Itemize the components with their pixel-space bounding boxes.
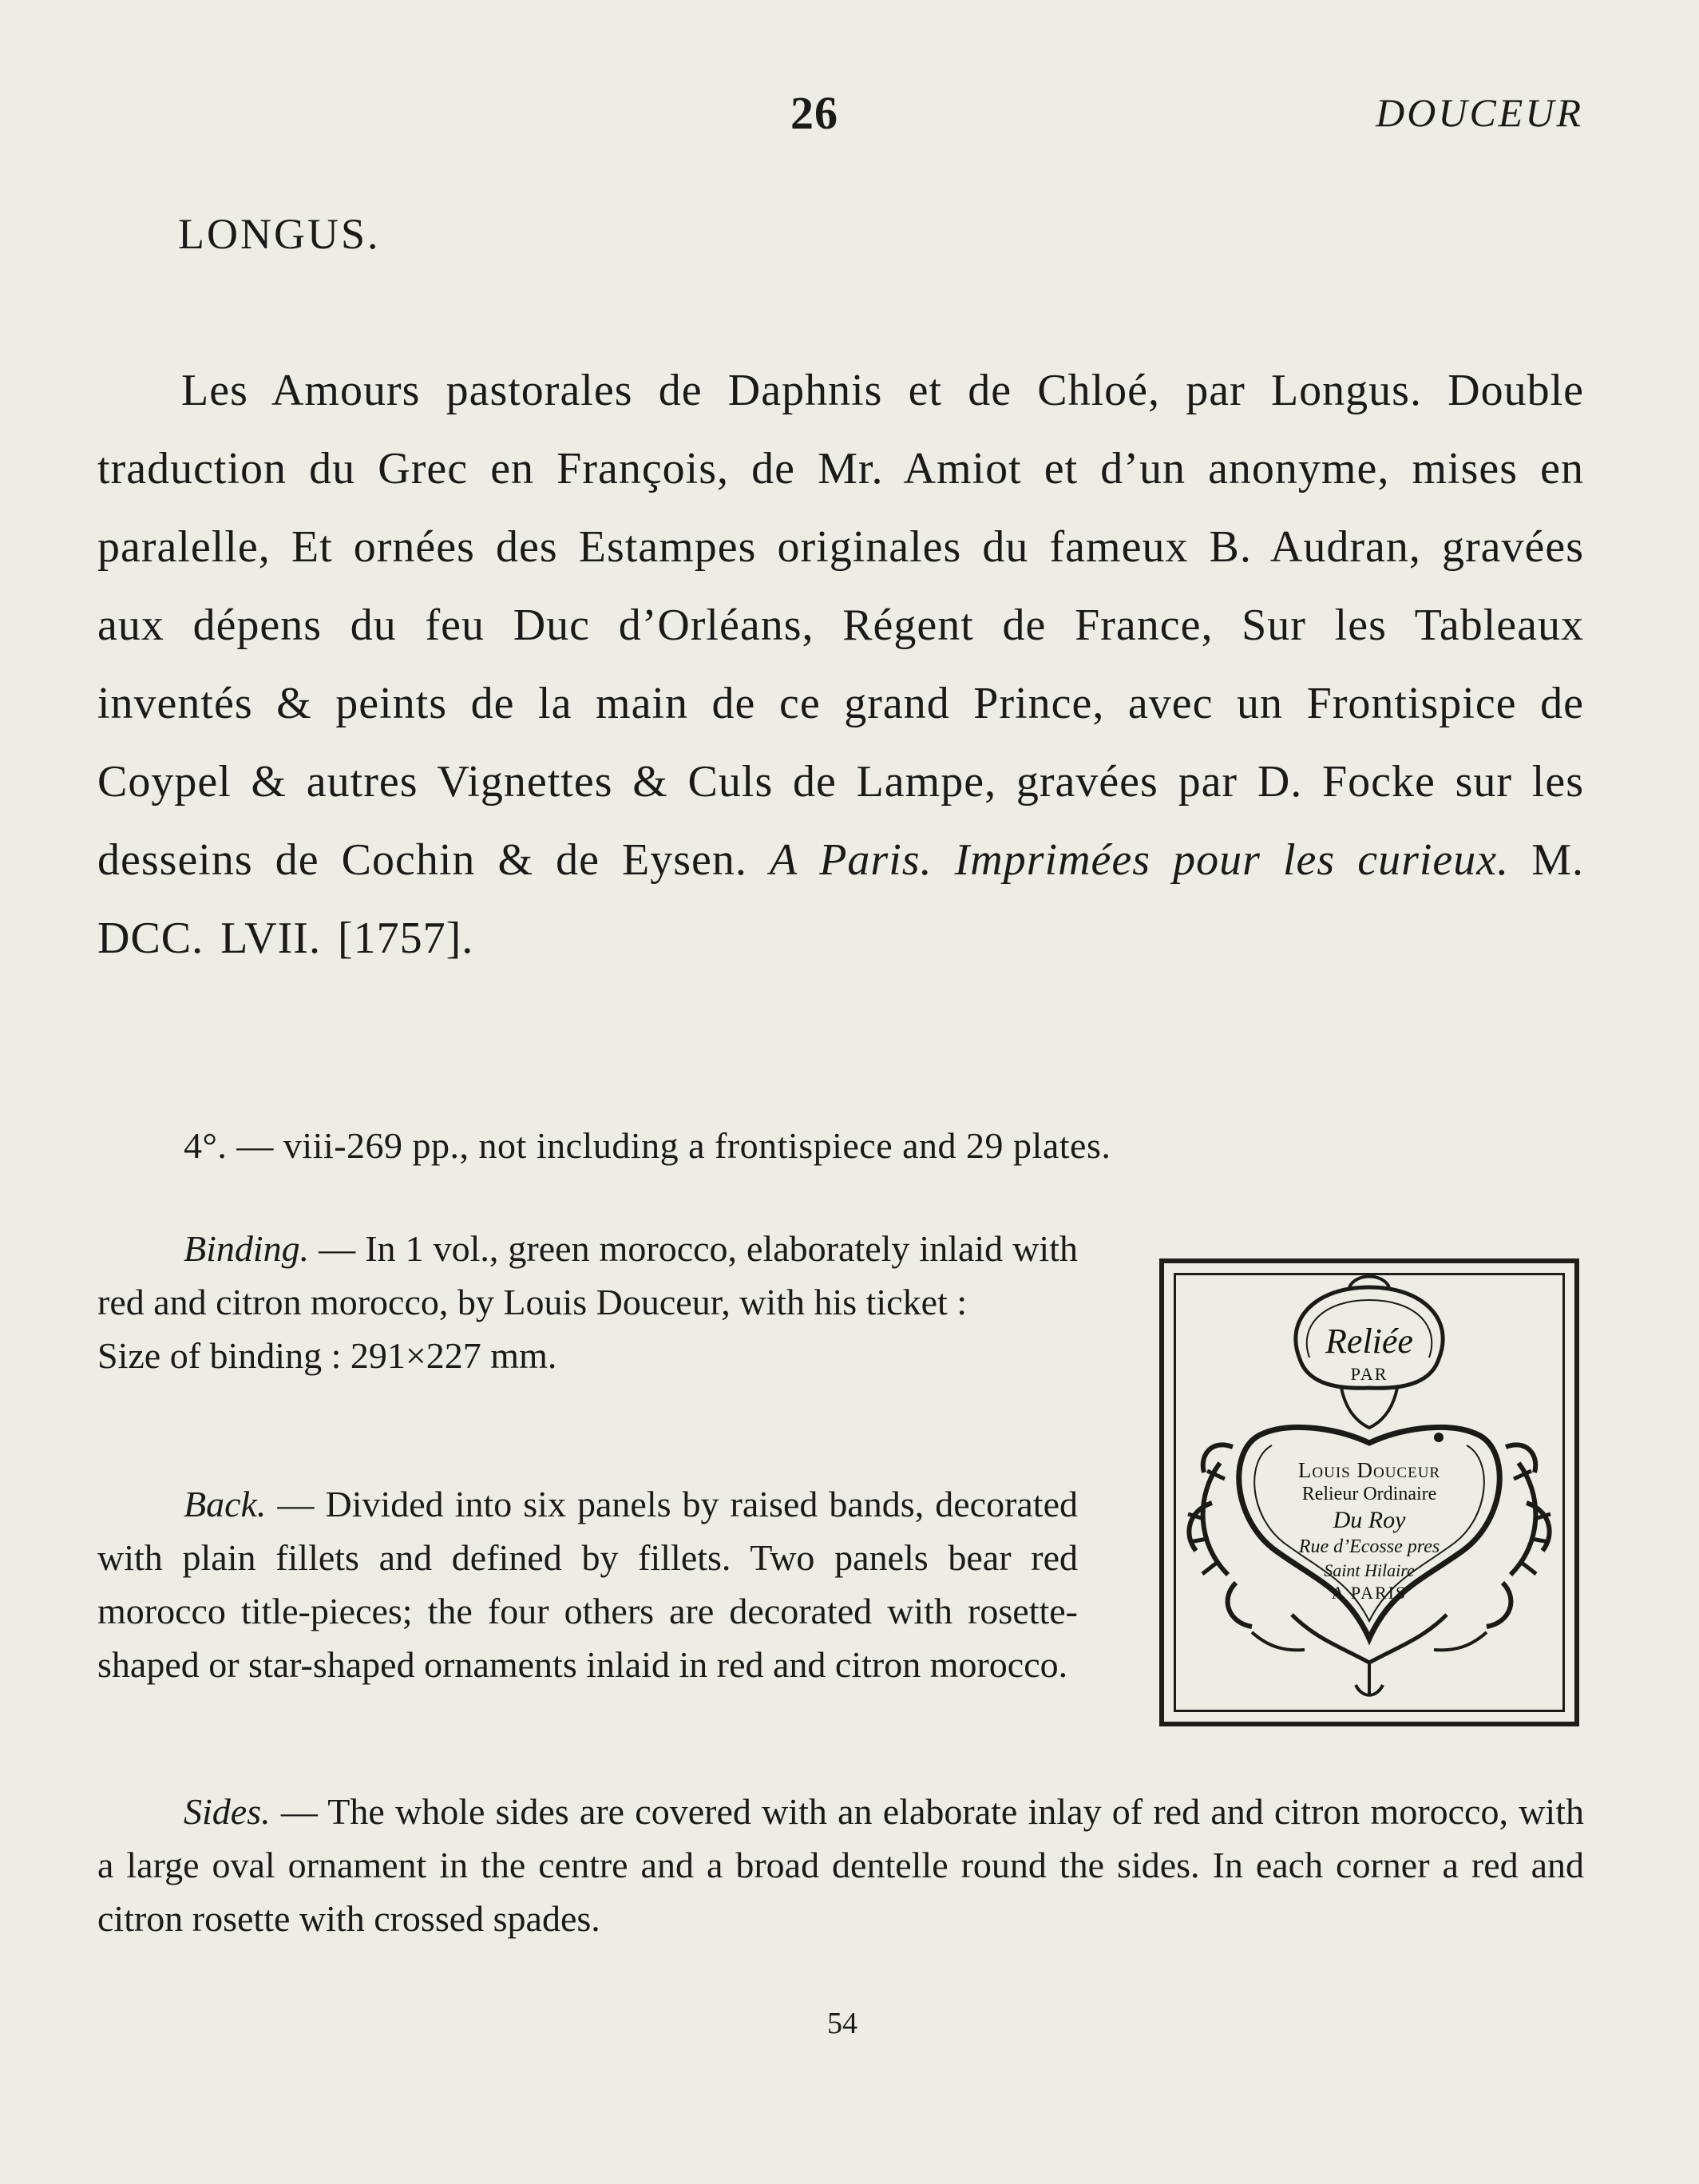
ticket-role: Relieur Ordinaire <box>1301 1484 1437 1504</box>
back-text: — Divided into six panels by raised bands, decorated with plain fillets and defined by fillets. Two panels bear red morocco title-pieces; the four others are decorated with rosette-shaped or star-shaped ornaments inlaid in red and citron morocco. <box>97 1484 1078 1685</box>
ticket-city: A PARIS <box>1331 1583 1408 1603</box>
page-number: 54 <box>827 2007 857 2040</box>
binding-paragraph <box>97 1222 1078 1329</box>
binding-text: — In 1 vol., green morocco, elaborately inlaid with red and citron morocco, by Louis Douceur, with his ticket : <box>97 1228 1078 1322</box>
binding-label: Binding. <box>184 1228 310 1269</box>
ticket-du-roy: Du Roy <box>1333 1507 1406 1533</box>
back-label: Back. <box>184 1484 267 1524</box>
title-text: Les Amours pastorales de Daphnis et de Chloé, par Longus. Double traduction du Grec en François, de Mr. Amiot et d’un anonyme, mises en paralelle, Et ornées des Estampes originales du fameux B. Audran, gravées aux dépens du feu Duc d’Orléans, Régent de France, Sur les Tableaux inventés & peints de la main de ce grand Prince, avec un Frontispice de Coypel & autres Vignettes & Culs de Lampe, gravées par D. Focke sur les desseins de Cochin & de Eysen. <box>97 366 1584 885</box>
sides-text: — The whole sides are covered with an elaborate inlay of red and citron morocco, with a large oval ornament in the centre and a broad dentelle round the sides. In each corner a red and citron rosette with crossed spades. <box>97 1791 1584 1939</box>
ticket-reliee: Reliée <box>1325 1322 1413 1361</box>
ticket-par: PAR <box>1350 1364 1388 1384</box>
ticket-saint: Saint Hilaire <box>1324 1560 1415 1580</box>
sides-section <box>97 1785 1584 1945</box>
title-description <box>97 351 1584 977</box>
sides-label: Sides. <box>184 1791 271 1832</box>
ticket-street: Rue d’Ecosse pres <box>1298 1536 1440 1557</box>
collation: 4°. — viii-269 pp., not including a frontispiece and 29 plates. <box>184 1125 1111 1166</box>
imprint: A Paris. Imprimées pour les curieux. <box>769 835 1510 885</box>
author-heading: LONGUS. <box>178 210 381 258</box>
back-section <box>97 1477 1078 1691</box>
running-head: DOUCEUR <box>1376 90 1583 135</box>
binding-size: Size of binding : 291×227 mm. <box>97 1335 557 1376</box>
publication-date: M. DCC. LVII. [1757]. <box>97 835 1585 963</box>
binder-ticket <box>1159 1258 1579 1726</box>
binding-section <box>97 1222 1078 1382</box>
ticket-binder-name: Louis Douceur <box>1297 1458 1441 1482</box>
entry-number: 26 <box>790 87 838 139</box>
